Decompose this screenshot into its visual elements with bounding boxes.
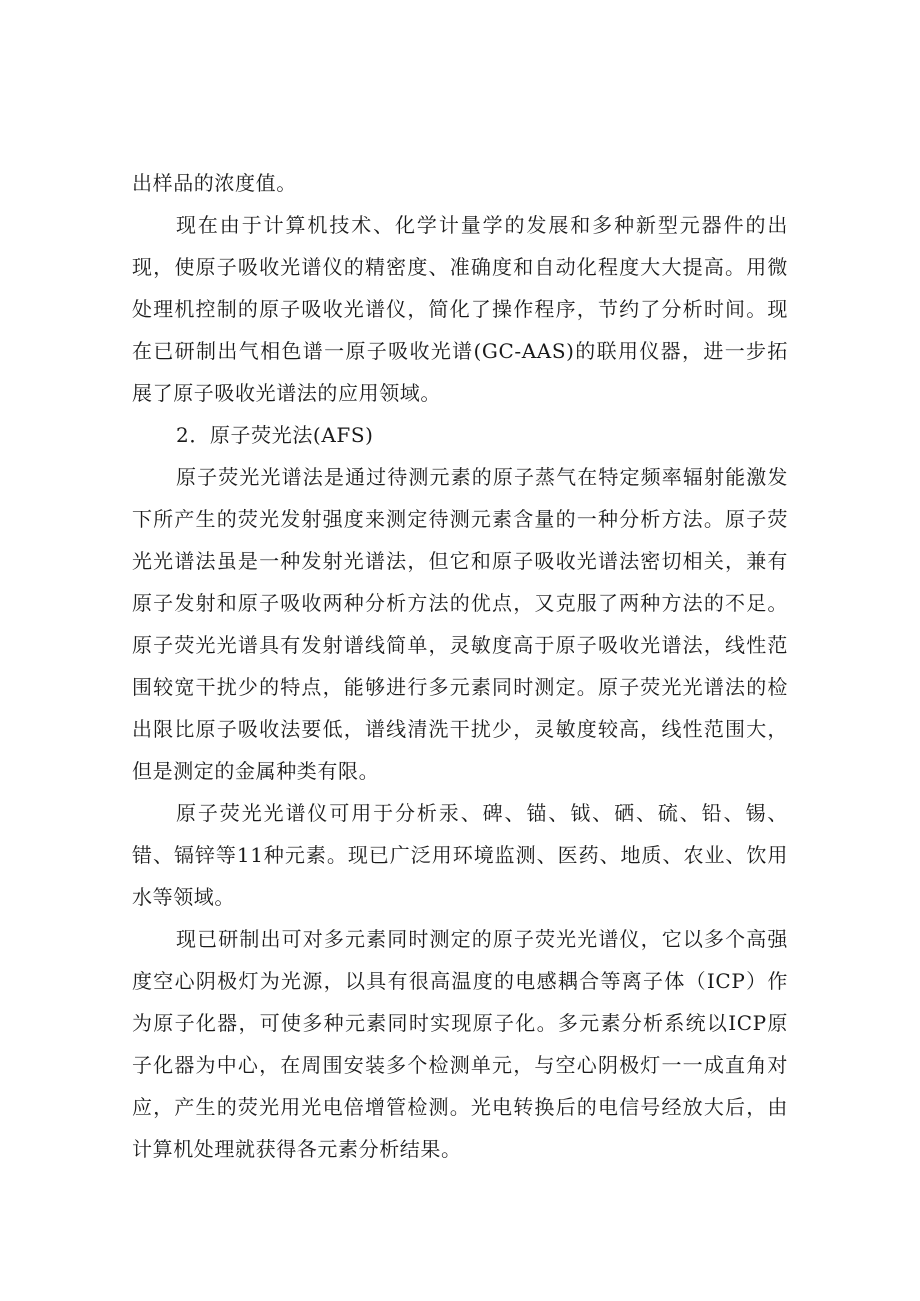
section-heading-afs: 2．原子荧光法(AFS) bbox=[176, 423, 374, 447]
paragraph-afs-multielement: 现已研制出可对多元素同时测定的原子荧光光谱仪，它以多个高强度空心阴极灯为光源，以具有很高温度的电感耦合等离子体（ICP）作为原子化器，可使多种元素同时实现原子化。多元素分析系统以ICP原子化器为中心，在周围安装多个检测单元，与空心阴极灯一一成直角对应，产生的荧光用光电倍增管检测。光电转换后的电信号经放大后，由计算机处理就获得各元素分析结果。 bbox=[132, 927, 788, 1161]
paragraph-afs-elements: 原子荧光光谱仪可用于分析汞、碑、锚、钺、硒、硫、铅、锡、错、镉锌等11种元素。现已广泛用环境监测、医药、地质、农业、饮用水等领域。 bbox=[132, 801, 788, 909]
paragraph-afs-principle: 原子荧光光谱法是通过待测元素的原子蒸气在特定频率辐射能激发下所产生的荧光发射强度来测定待测元素含量的一种分析方法。原子荧光光谱法虽是一种发射光谱法，但它和原子吸收光谱法密切相关，兼有原子发射和原子吸收两种分析方法的优点，又克服了两种方法的不足。原子荧光光谱具有发射谱线简单，灵敏度高于原子吸收光谱法，线性范围较宽干扰少的特点，能够进行多元素同时测定。原子荧光光谱法的检出限比原子吸收法要低，谱线清洗干扰少，灵敏度较高，线性范围大，但是测定的金属种类有限。 bbox=[132, 465, 788, 783]
paragraph-concentration-end: 出样品的浓度值。 bbox=[132, 171, 297, 195]
document-body bbox=[132, 162, 788, 1170]
paragraph-aas-advances: 现在由于计算机技术、化学计量学的发展和多种新型元器件的出现，使原子吸收光谱仪的精密度、准确度和自动化程度大大提高。用微处理机控制的原子吸收光谱仪，简化了操作程序，节约了分析时间。现在已研制出气相色谱一原子吸收光谱(GC-AAS)的联用仪器，进一步拓展了原子吸收光谱法的应用领域。 bbox=[132, 213, 788, 405]
